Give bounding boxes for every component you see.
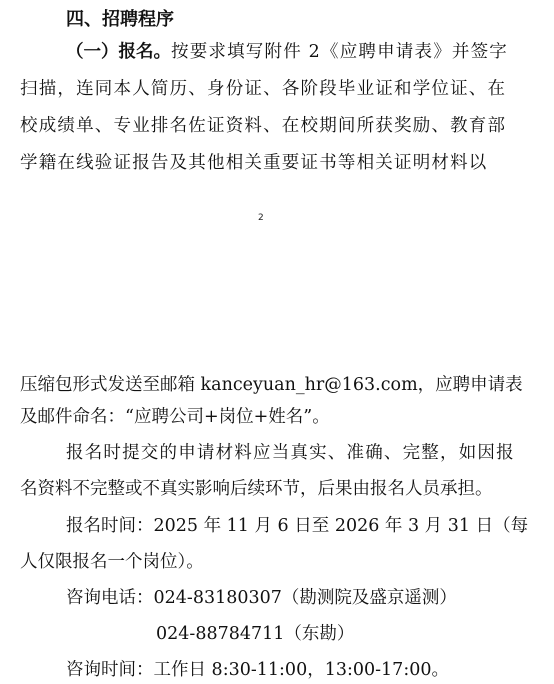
paragraph-line: 咨询时间：工作日 8:30-11:00，13:00-17:00。 — [66, 660, 449, 680]
paragraph-text: 按要求填写附件 2《应聘申请表》并签字 — [171, 42, 508, 62]
paragraph-line: 名资料不完整或不真实影响后续环节，后果由报名人员承担。 — [20, 479, 493, 499]
paragraph-line: 压缩包形式发送至邮箱 kanceyuan_hr@163.com，应聘申请表 — [20, 375, 523, 395]
section-heading: 四、招聘程序 — [66, 9, 174, 30]
paragraph-line: 及邮件命名：“应聘公司+岗位+姓名”。 — [20, 407, 330, 427]
page-number: 2 — [258, 213, 264, 223]
paragraph-line: 校成绩单、专业排名佐证资料、在校期间所获奖励、教育部 — [20, 116, 507, 136]
paragraph-line: 报名时提交的申请材料应当真实、准确、完整，如因报 — [66, 443, 515, 463]
registration-label: （一）报名。 — [66, 42, 171, 62]
paragraph-line: 人仅限报名一个岗位）。 — [20, 552, 204, 572]
paragraph-line: 024-88784711（东勘） — [156, 624, 355, 644]
paragraph-line: 学籍在线验证报告及其他相关重要证书等相关证明材料以 — [20, 153, 488, 173]
paragraph-line: 报名时间：2025 年 11 月 6 日至 2026 年 3 月 31 日（每 — [66, 516, 529, 536]
paragraph-line: 咨询电话：024-83180307（勘测院及盛京遥测） — [66, 588, 457, 608]
paragraph-line — [66, 41, 508, 63]
paragraph-line: 扫描，连同本人简历、身份证、各阶段毕业证和学位证、在 — [20, 79, 507, 99]
